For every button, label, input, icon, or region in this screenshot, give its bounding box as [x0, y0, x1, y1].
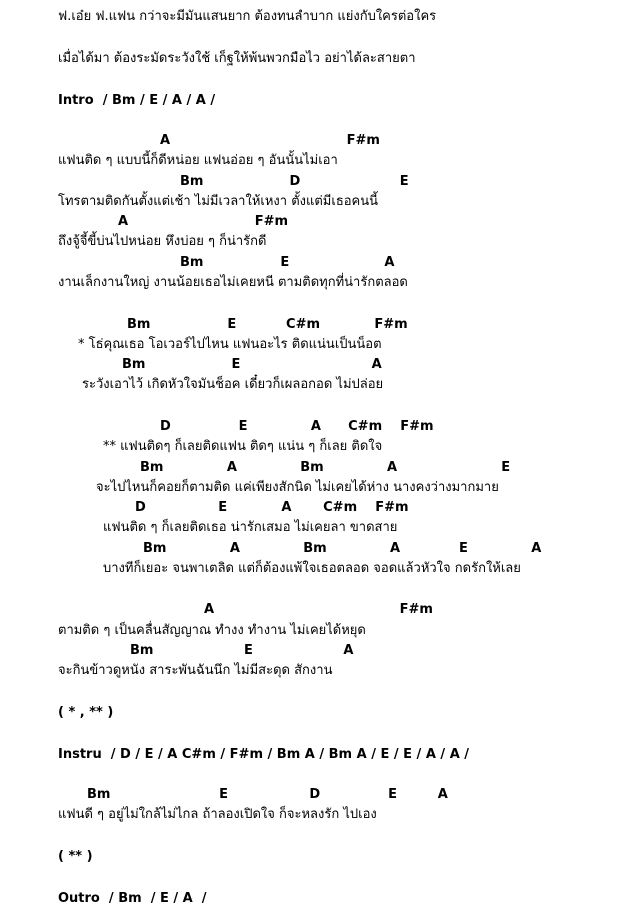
intro-line: Intro / Bm / E / A / A / — [58, 93, 216, 108]
chord-line: Bm E A — [130, 643, 354, 658]
chord-line: Bm E A — [180, 255, 395, 270]
chord-line: Bm A Bm A E — [140, 460, 511, 475]
chord-line: D E A C#m F#m — [160, 419, 434, 434]
lyric-line: ระวังเอาไว้ เกิดหัวใจมันช็อค เดี๋ยวก็เผลอกอด ไม่ปล่อย — [82, 377, 384, 392]
lyric-line: ตามติด ๆ เป็นคลื่นสัญญาณ ทำงง ทำงาน ไม่เคยได้หยุด — [58, 623, 366, 638]
chord-line: D E A C#m F#m — [135, 500, 409, 515]
lyric-line: งานเล็กงานใหญ่ งานน้อยเธอไม่เคยหนี ตามติดทุกที่น่ารักตลอด — [58, 275, 408, 290]
repeat-marker: ( ** ) — [58, 849, 93, 864]
lyric-line: แฟนติด ๆ แบบนี้ก็ดีหน่อย แฟนอ่อย ๆ อันนั้นไม่เอา — [58, 153, 338, 168]
chord-line: A F#m — [204, 602, 433, 617]
chord-line: Bm D E — [180, 174, 409, 189]
lyric-line: ถึงจู้จี้ขี้บ่นไปหน่อย หึงบ่อย ๆ ก็น่ารักดี — [58, 234, 267, 249]
lyric-line: แฟนติด ๆ ก็เลยติดเธอ น่ารักเสมอ ไม่เคยลา ขาดสาย — [103, 520, 398, 535]
instrumental-line: Instru / D / E / A C#m / F#m / Bm A / Bm A / E / E / A / A / — [58, 747, 470, 762]
chord-line: Bm E A — [122, 357, 382, 372]
lyric-line: จะกินข้าวดูหนัง สาระพันฉันนึก ไม่มีสะดุด สักงาน — [58, 663, 333, 678]
lyric-line: เมื่อได้มา ต้องระมัดระวังใช้ เก็ฐให้พ้นพวกมือไว อย่าได้ละสายตา — [58, 51, 416, 66]
lyric-line: โทรตามติดกันตั้งแต่เช้า ไม่มีเวลาให้เหงา ตั้งแต่มีเธอคนนี้ — [58, 194, 379, 209]
chord-line: Bm E C#m F#m — [127, 317, 408, 332]
lyric-line: ** แฟนติดๆ ก็เลยติดแฟน ติดๆ แน่น ๆ ก็เลย ติดใจ — [103, 439, 383, 454]
lyric-line: จะไปไหนก็คอยก็ตามติด แค่เพียงสักนิด ไม่เคยได้ห่าง นางคงว่างมากมาย — [96, 480, 499, 495]
chord-line: Bm E D E A — [87, 787, 448, 802]
repeat-marker: ( * , ** ) — [58, 705, 114, 720]
chord-line: A F#m — [160, 133, 380, 148]
outro-line: Outro / Bm / E / A / — [58, 891, 207, 906]
lyric-line: บางทีก็เยอะ จนพาเตลิด แต่ก็ต้องแพ้ใจเธอตลอด จอดแล้วหัวใจ กดรักให้เลย — [103, 561, 521, 576]
lyric-line: ฟ.เอ๋ย ฟ.แฟน กว่าจะมีมันแสนยาก ต้องทนลำบาก แย่งกับใครต่อใคร — [58, 9, 437, 24]
lyric-line: แฟนดี ๆ อยู่ไม่ใกล้ไม่ไกล ถ้าลองเปิดใจ ก็จะหลงรัก ไปเอง — [58, 807, 377, 822]
chord-line: A F#m — [118, 214, 289, 229]
lyric-line: * โธ่คุณเธอ โอเวอร์ไปไหน แฟนอะไร ติดแน่นเป็นน็อต — [78, 337, 382, 352]
chord-line: Bm A Bm A E A — [143, 541, 542, 556]
